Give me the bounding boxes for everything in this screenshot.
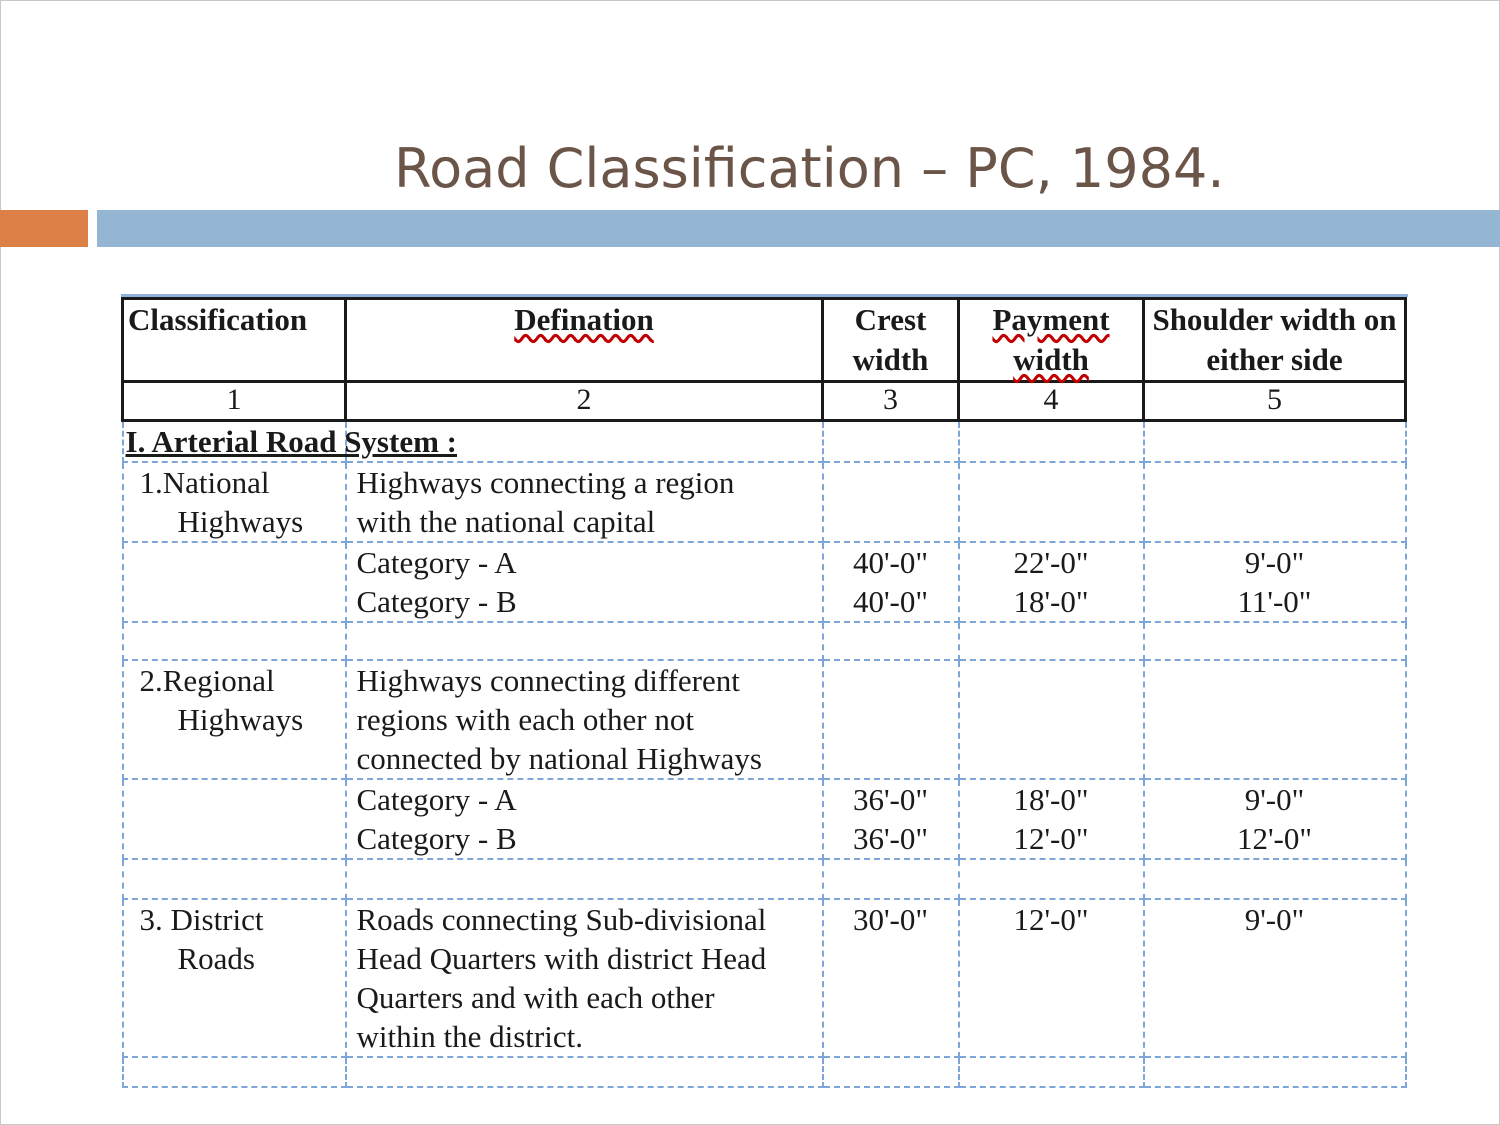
cell-text: within the district. [356, 1019, 583, 1054]
table-row [123, 899, 1406, 1057]
crest-width-cell [823, 859, 959, 899]
cell-text: 9'-0" [1244, 902, 1305, 937]
crest-width-cell [823, 542, 959, 622]
crest-width-cell [823, 462, 959, 542]
cell-text: 9'-0" [1244, 782, 1305, 817]
shoulder-width-cell [1144, 859, 1406, 899]
cell-text: Category - B [356, 821, 517, 856]
shoulder-width-cell [1144, 542, 1406, 622]
shoulder-width-cell [1144, 899, 1406, 1057]
crest-width-cell [823, 660, 959, 779]
cell-text: Highways [177, 702, 304, 737]
definition-cell [346, 899, 823, 1057]
crest-width-cell [823, 1057, 959, 1087]
accent-bar-orange [0, 210, 88, 247]
column-number-row [123, 382, 1406, 421]
cell-text: 18'-0" [1013, 782, 1089, 817]
cell-text: 1.National [139, 465, 270, 500]
classification-table [121, 297, 1407, 1088]
header-shoulder-width: Shoulder width on either side [1144, 299, 1406, 382]
section-heading: I. Arterial Road System : [123, 421, 346, 463]
cell-text: Roads [177, 941, 255, 976]
crest-width-cell [823, 779, 959, 859]
definition-cell [346, 1057, 823, 1087]
cell-text: 40'-0" [852, 584, 929, 619]
crest-width-cell [823, 899, 959, 1057]
payment-width-cell [959, 542, 1144, 622]
section-row [123, 421, 1406, 463]
header-crest-width: Crest width [823, 299, 959, 382]
cell-text: Category - A [356, 782, 517, 817]
table-row [123, 1057, 1406, 1087]
cell-text: regions with each other not [356, 702, 694, 737]
header-payment-width: Payment width [959, 299, 1144, 382]
shoulder-width-cell [1144, 622, 1406, 660]
classification-cell [123, 899, 346, 1057]
cell-text: 40'-0" [852, 545, 929, 580]
cell-text: 36'-0" [852, 782, 929, 817]
classification-cell [123, 542, 346, 622]
payment-width-cell [959, 462, 1144, 542]
cell-text: Quarters and with each other [356, 980, 715, 1015]
cell-text: 12'-0" [1013, 902, 1089, 937]
definition-cell [346, 779, 823, 859]
column-number: 5 [1144, 382, 1406, 421]
header-row [123, 299, 1406, 382]
header-definition: Defination [346, 299, 823, 382]
column-number: 2 [346, 382, 823, 421]
payment-width-cell [959, 622, 1144, 660]
table-row [123, 660, 1406, 779]
cell-text: 36'-0" [852, 821, 929, 856]
column-number: 3 [823, 382, 959, 421]
definition-cell [346, 542, 823, 622]
cell-text: Highways connecting different [356, 663, 740, 698]
column-number: 4 [959, 382, 1144, 421]
classification-cell [123, 622, 346, 660]
payment-width-cell [959, 1057, 1144, 1087]
slide-title: Road Classification – PC, 1984. [394, 137, 1225, 200]
shoulder-width-cell [1144, 462, 1406, 542]
classification-cell [123, 859, 346, 899]
cell-text: connected by national Highways [356, 741, 762, 776]
shoulder-width-cell [1144, 1057, 1406, 1087]
cell-text: Highways connecting a region [356, 465, 735, 500]
cell-text: Head Quarters with district Head [356, 941, 767, 976]
shoulder-width-cell [1144, 779, 1406, 859]
table-row [123, 462, 1406, 542]
classification-cell [123, 462, 346, 542]
cell-text: 3. District [139, 902, 264, 937]
accent-bar-blue [97, 210, 1500, 247]
classification-cell [123, 1057, 346, 1087]
header-classification: Classification [123, 299, 346, 382]
definition-cell [346, 462, 823, 542]
table-row [123, 542, 1406, 622]
payment-width-cell [959, 859, 1144, 899]
cell-text: 12'-0" [1236, 821, 1313, 856]
cell-text: Category - A [356, 545, 517, 580]
payment-width-cell [959, 779, 1144, 859]
column-number: 1 [123, 382, 346, 421]
payment-width-cell [959, 660, 1144, 779]
table-row [123, 622, 1406, 660]
classification-cell [123, 660, 346, 779]
classification-cell [123, 779, 346, 859]
shoulder-width-cell [1144, 660, 1406, 779]
cell-text: 18'-0" [1013, 584, 1089, 619]
crest-width-cell [823, 622, 959, 660]
table-row [123, 859, 1406, 899]
definition-cell [346, 622, 823, 660]
cell-text: 30'-0" [852, 902, 929, 937]
cell-text: with the national capital [356, 504, 656, 539]
cell-text: 22'-0" [1013, 545, 1089, 580]
cell-text: 12'-0" [1013, 821, 1089, 856]
cell-text: Highways [177, 504, 304, 539]
table-row [123, 779, 1406, 859]
cell-text: Roads connecting Sub-divisional [356, 902, 767, 937]
cell-text: Category - B [356, 584, 517, 619]
classification-table-image [121, 294, 1408, 1076]
definition-cell [346, 859, 823, 899]
definition-cell [346, 660, 823, 779]
cell-text: 2.Regional [139, 663, 275, 698]
cell-text: 11'-0" [1237, 584, 1312, 619]
cell-text: 9'-0" [1244, 545, 1305, 580]
payment-width-cell [959, 899, 1144, 1057]
